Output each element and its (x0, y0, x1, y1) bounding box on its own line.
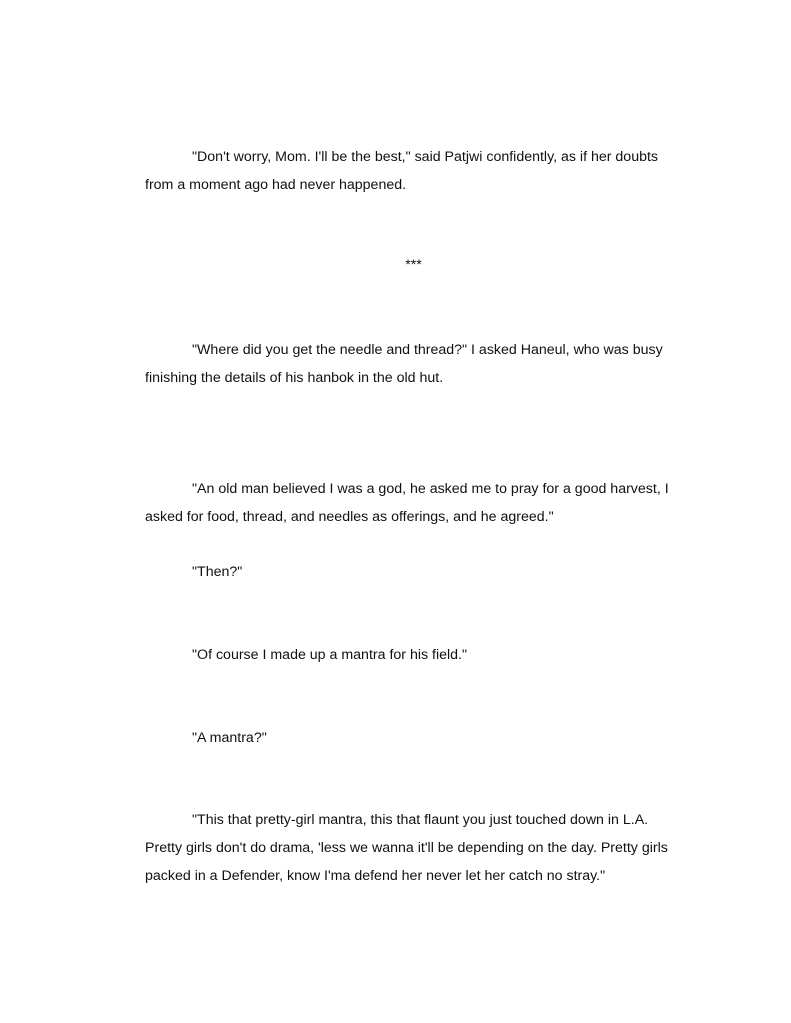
paragraph-patjwi-confident (145, 143, 680, 199)
text-line: finishing the details of his hanbok in the old hut. (145, 370, 444, 386)
text-line: "Of course I made up a mantra for his field." (192, 647, 468, 663)
text-line: packed in a Defender, know I'ma defend her never let her catch no stray." (145, 868, 606, 884)
paragraph-needle-question (145, 336, 680, 392)
text-line: from a moment ago had never happened. (145, 177, 407, 193)
paragraph-old-man (145, 475, 680, 531)
text-line: "Don't worry, Mom. I'll be the best," said Patjwi confidently, as if her doubts (192, 149, 659, 165)
text-line: Pretty girls don't do drama, 'less we wanna it'll be depending on the day. Pretty girls (145, 840, 668, 856)
paragraph-pretty-girl-mantra (145, 806, 680, 890)
paragraph-a-mantra (145, 724, 680, 752)
paragraph-then (145, 558, 680, 586)
text-line: "This that pretty-girl mantra, this that flaunt you just touched down in L.A. (192, 812, 649, 828)
text-line: "An old man believed I was a god, he asked me to pray for a good harvest, I (192, 481, 669, 497)
text-line: asked for food, thread, and needles as offerings, and he agreed." (145, 509, 554, 525)
paragraph-made-mantra (145, 641, 680, 669)
text-line: "Where did you get the needle and thread?" I asked Haneul, who was busy (192, 342, 663, 358)
scene-break: *** (405, 257, 422, 273)
text-line: "Then?" (192, 564, 243, 580)
text-line: "A mantra?" (192, 730, 267, 746)
